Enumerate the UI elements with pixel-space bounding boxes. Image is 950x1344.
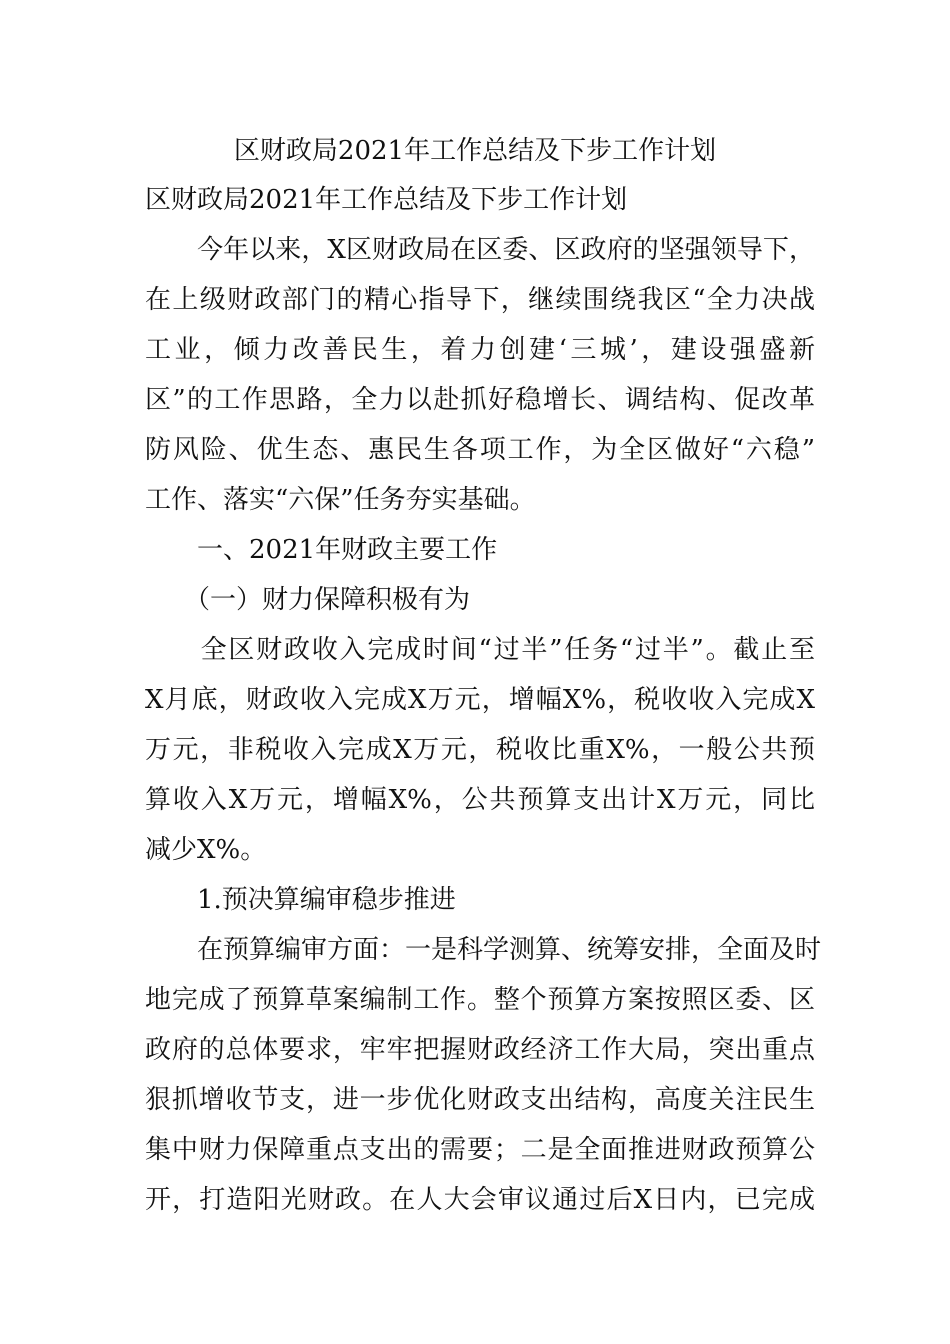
paragraph-line: 工业，倾力改善民生，着力创建‘三城’，建设强盛新: [145, 335, 815, 365]
paragraph-line: 开，打造阳光财政。在人大会审议通过后X日内，已完成: [145, 1185, 815, 1215]
paragraph-line: X月底，财政收入完成X万元，增幅X%，税收收入完成X: [145, 685, 815, 715]
paragraph-line: 政府的总体要求，牢牢把握财政经济工作大局，突出重点: [145, 1035, 815, 1065]
paragraph-line: 工作、落实“六保”任务夯实基础。: [145, 485, 536, 515]
paragraph-line: 在上级财政部门的精心指导下，继续围绕我区“全力决战: [145, 285, 815, 315]
paragraph-line: 在预算编审方面：一是科学测算、统筹安排，全面及时: [145, 935, 822, 965]
paragraph-line: 区”的工作思路，全力以赴抓好稳增长、调结构、促改革: [145, 385, 815, 415]
paragraph-line: 今年以来，X区财政局在区委、区政府的坚强领导下，: [145, 235, 815, 265]
paragraph-line: 狠抓增收节支，进一步优化财政支出结构，高度关注民生: [145, 1085, 815, 1115]
paragraph-line: 地完成了预算草案编制工作。整个预算方案按照区委、区: [145, 985, 815, 1015]
numbered-heading: 1.预决算编审稳步推进: [145, 885, 456, 915]
paragraph-line: 全区财政收入完成时间“过半”任务“过半”。截止至: [145, 635, 815, 665]
paragraph-line: 防风险、优生态、惠民生各项工作，为全区做好“六稳”: [145, 435, 815, 465]
subsection-heading: （一）财力保障积极有为: [145, 585, 471, 615]
subtitle-line: 区财政局2021年工作总结及下步工作计划: [145, 185, 628, 215]
section-heading: 一、2021年财政主要工作: [145, 535, 498, 565]
document-title: 区财政局2021年工作总结及下步工作计划: [233, 136, 717, 166]
paragraph-line: 万元，非税收入完成X万元，税收比重X%，一般公共预: [145, 735, 815, 765]
paragraph-line: 减少X%。: [145, 835, 267, 865]
paragraph-line: 集中财力保障重点支出的需要；二是全面推进财政预算公: [145, 1135, 815, 1165]
paragraph-line: 算收入X万元，增幅X%，公共预算支出计X万元，同比: [145, 785, 815, 815]
